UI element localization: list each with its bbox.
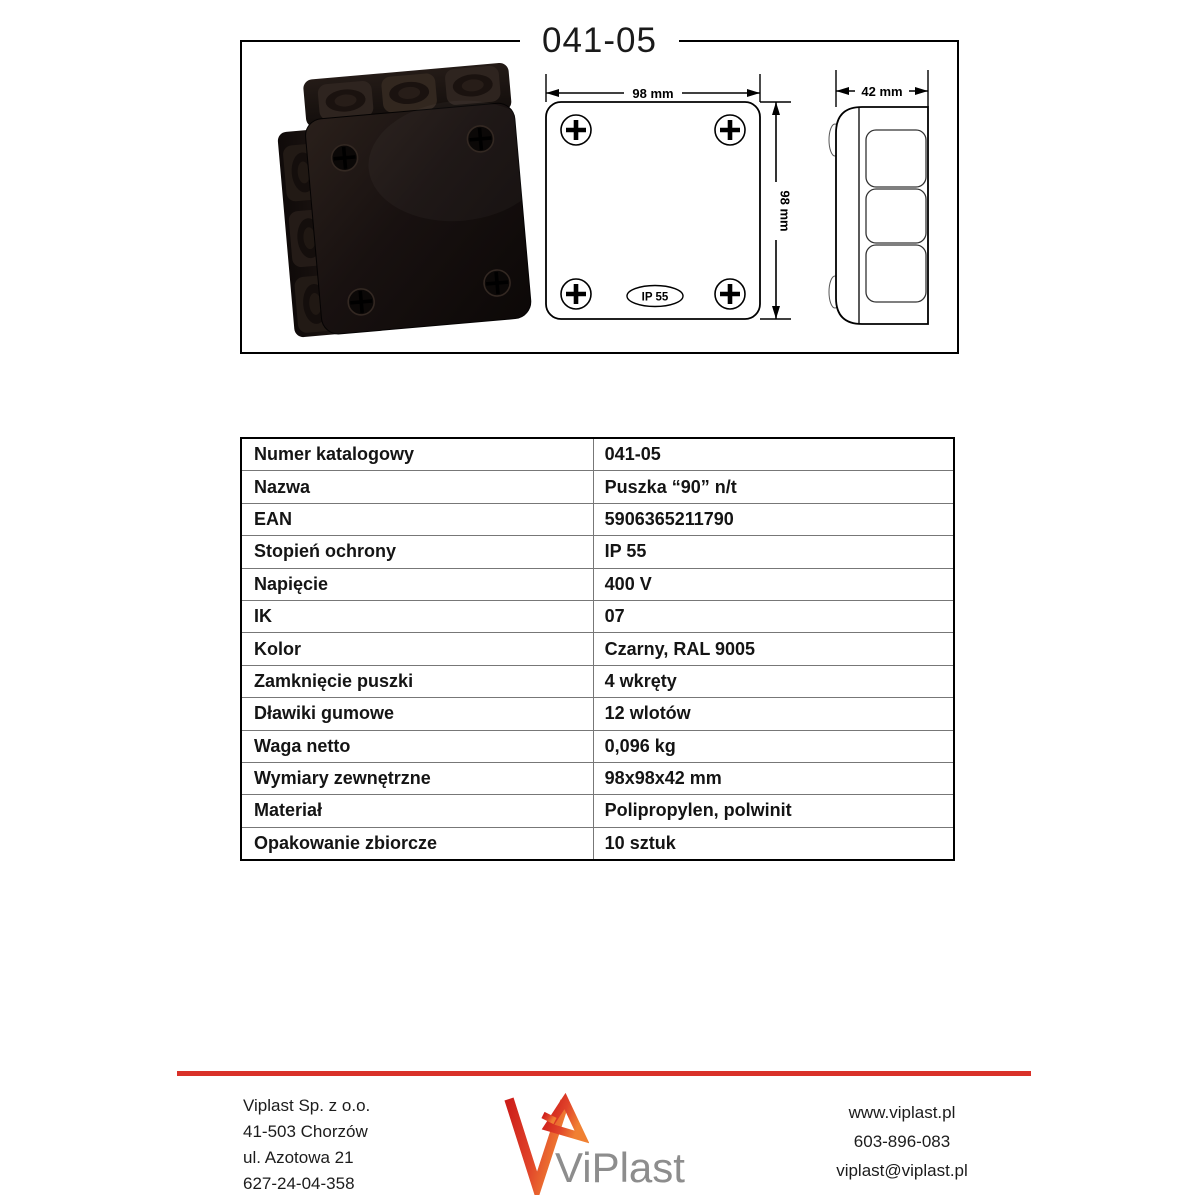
- table-row: [241, 503, 954, 535]
- spec-label: Kolor: [241, 633, 593, 665]
- ip-badge-label: IP 55: [641, 291, 669, 304]
- table-row: [241, 471, 954, 503]
- spec-value: Puszka “90” n/t: [593, 471, 954, 503]
- spec-value: 98x98x42 mm: [593, 762, 954, 794]
- spec-label: Wymiary zewnętrzne: [241, 762, 593, 794]
- viplast-logo: [497, 1091, 707, 1196]
- spec-label: EAN: [241, 503, 593, 535]
- spec-label: IK: [241, 600, 593, 632]
- contact-email: viplast@viplast.pl: [836, 1161, 968, 1180]
- front-view-svg: [538, 54, 800, 346]
- side-outline: [836, 107, 928, 324]
- table-row: [241, 633, 954, 665]
- spec-value: 0,096 kg: [593, 730, 954, 762]
- spec-value: 07: [593, 600, 954, 632]
- spec-label: Opakowanie zbiorcze: [241, 827, 593, 860]
- spec-value: 4 wkręty: [593, 665, 954, 697]
- spec-label: Zamknięcie puszki: [241, 665, 593, 697]
- spec-value: 400 V: [593, 568, 954, 600]
- page-title: 041-05: [520, 21, 679, 61]
- contact-block: [790, 1098, 1014, 1185]
- spec-label: Napięcie: [241, 568, 593, 600]
- side-width-label: 42 mm: [861, 84, 903, 99]
- spec-value: Czarny, RAL 9005: [593, 633, 954, 665]
- table-row: [241, 568, 954, 600]
- table-row: [241, 665, 954, 697]
- logo-wordmark: ViPlast: [555, 1144, 685, 1191]
- product-photo: [252, 56, 537, 353]
- company-street: ul. Azotowa 21: [243, 1148, 354, 1167]
- table-row: [241, 762, 954, 794]
- figure-box: [240, 21, 959, 354]
- table-row: [241, 600, 954, 632]
- company-address-block: [243, 1093, 370, 1197]
- spec-label: Materiał: [241, 795, 593, 827]
- company-phone: 627-24-04-358: [243, 1174, 355, 1193]
- front-view-drawing: [538, 54, 800, 351]
- spec-value: 5906365211790: [593, 503, 954, 535]
- spec-label: Numer katalogowy: [241, 438, 593, 471]
- spec-value: IP 55: [593, 536, 954, 568]
- spec-label: Nazwa: [241, 471, 593, 503]
- table-row: [241, 730, 954, 762]
- footer-accent-rule: [177, 1071, 1031, 1076]
- table-row: [241, 438, 954, 471]
- front-height-label: 98 mm: [777, 190, 793, 232]
- spec-label: Waga netto: [241, 730, 593, 762]
- spec-value: 041-05: [604, 444, 661, 465]
- spec-value: 10 sztuk: [593, 827, 954, 860]
- junction-box-photo-illustration: [252, 56, 537, 348]
- company-city: 41-503 Chorzów: [243, 1122, 368, 1141]
- spec-table: [240, 437, 955, 861]
- spec-label: Stopień ochrony: [241, 536, 593, 568]
- side-view-svg: [818, 54, 950, 346]
- company-name: Viplast Sp. z o.o.: [243, 1096, 371, 1115]
- spec-label: Dławiki gumowe: [241, 698, 593, 730]
- front-width-label: 98 mm: [632, 86, 674, 101]
- contact-phone: 603-896-083: [853, 1132, 951, 1151]
- spec-value: 12 wlotów: [593, 698, 954, 730]
- table-row: [241, 536, 954, 568]
- table-row: [241, 795, 954, 827]
- table-row: [241, 827, 954, 860]
- contact-website: www.viplast.pl: [848, 1103, 956, 1122]
- side-view-drawing: [818, 54, 950, 351]
- table-row: [241, 698, 954, 730]
- spec-value: Polipropylen, polwinit: [593, 795, 954, 827]
